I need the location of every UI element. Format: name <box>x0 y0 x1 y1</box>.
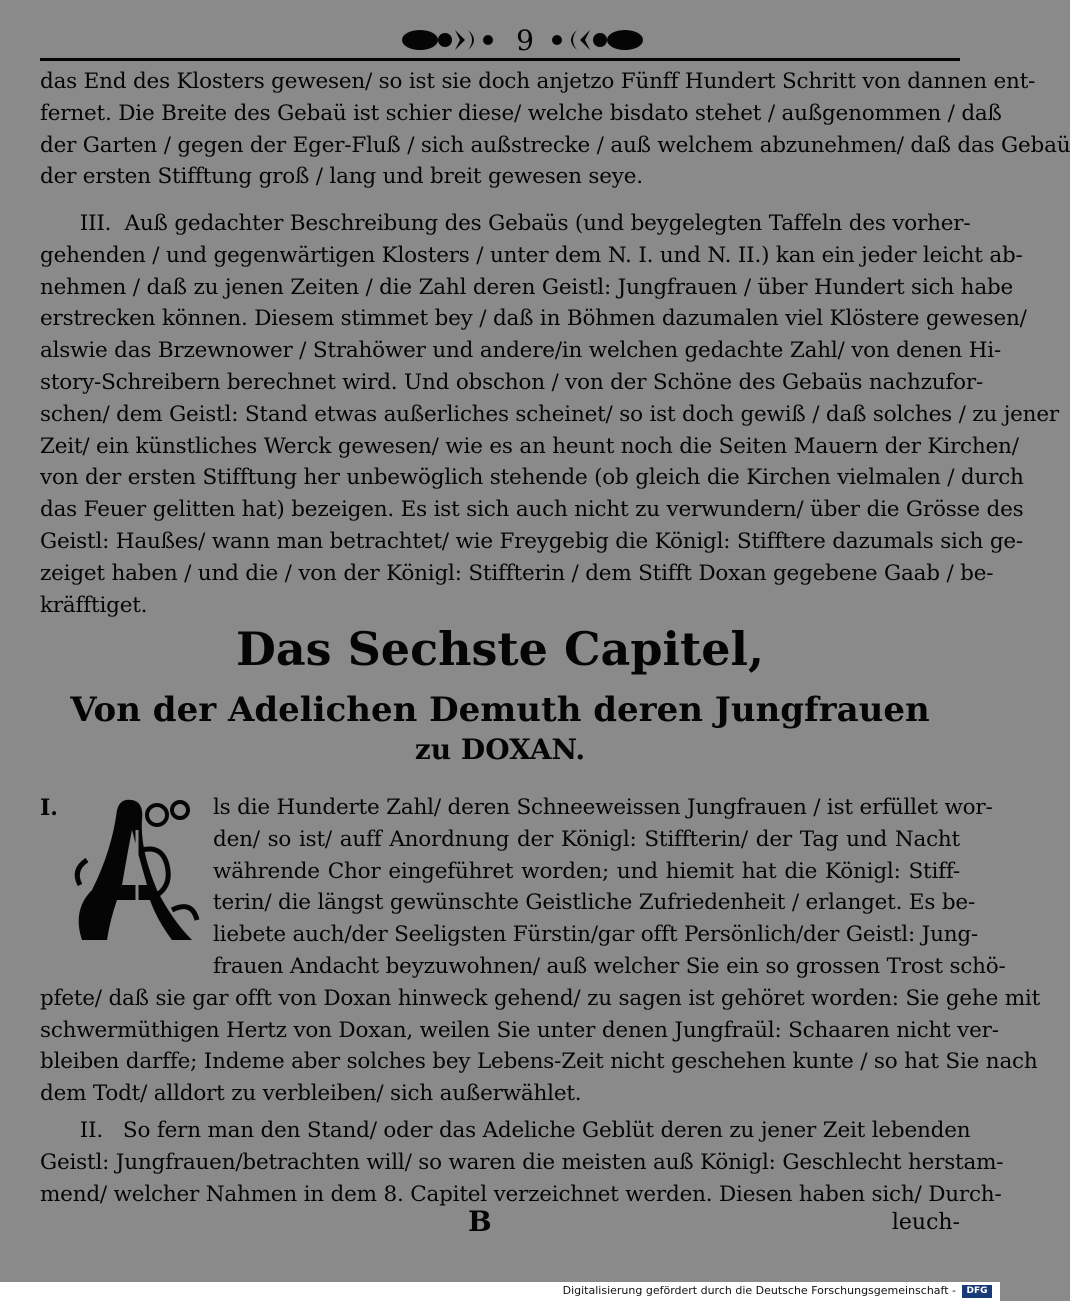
right-ornament-icon <box>545 26 645 54</box>
text-line: terin/ die längst gewünschte Geistliche Zufriedenheit / erlanget. Es be- <box>213 890 976 916</box>
dropcap-initial-a-icon <box>62 790 212 948</box>
text-line: alswie das Brzewnower / Strahöwer und andere/in welchen gedachte Zahl/ von denen Hi- <box>40 338 1001 364</box>
text-line: ls die Hunderte Zahl/ deren Schneeweissen Jungfrauen / ist erfüllet wor- <box>213 795 993 820</box>
text-line: mend/ welcher Nahmen in dem 8. Capitel verzeichnet werden. Diesen haben sich/ Durch- <box>40 1181 1002 1207</box>
text-line: gehenden / und gegenwärtigen Klosters / unter dem N. I. und N. II.) kan ein jeder leicht ab- <box>40 242 1023 268</box>
text-line: zeiget haben / und die / von der Königl: Stiffterin / dem Stifft Doxan gegebene Gaab / be- <box>40 560 994 586</box>
paragraph-III <box>40 208 1059 621</box>
catchword: leuch- <box>891 1210 960 1235</box>
paragraph-continued <box>40 66 1070 193</box>
paragraph-I-rest <box>40 951 1041 1110</box>
text-line: pfete/ daß sie gar offt von Doxan hinweck gehend/ zu sagen ist gehöret worden: Sie gehe mit <box>40 985 1041 1011</box>
text-line: kräfftiget. <box>40 592 148 618</box>
text-line: währende Chor eingeführet worden; und hiemit hat die Königl: Stiff- <box>213 858 960 884</box>
text-line: das End des Klosters gewesen/ so ist sie doch anjetzo Fünff Hundert Schritt von dannen ent- <box>40 69 1036 94</box>
chapter-subtitle-place: zu DOXAN. <box>414 733 586 766</box>
text-line: nehmen / daß zu jenen Zeiten / die Zahl deren Geistl: Jungfrauen / über Hundert sich habe <box>40 274 1014 300</box>
text-line: erstrecken können. Diesem stimmet bey / daß in Böhmen dazumalen viel Klöstere gewesen/ <box>40 306 1027 332</box>
chapter-title: Das Sechste Capitel, <box>235 622 765 676</box>
text-line: von der ersten Stifftung her unbewöglich stehende (ob gleich die Kirchen vielmalen / durch <box>40 465 1024 491</box>
text-line: Geistl: Haußes/ wann man betrachtet/ wie Freygebig die Königl: Stifftere dazumals sich ge- <box>40 528 1023 554</box>
paragraph-II <box>40 1115 1004 1210</box>
text-line: III. Auß gedachter Beschreibung des Gebaüs (und beygelegten Taffeln des vorher- <box>40 211 971 236</box>
text-line: bleiben darffe; Indeme aber solches bey Lebens-Zeit nicht geschehen kunte / so hat Sie nach <box>40 1049 1038 1075</box>
chapter-subtitle: Von der Adelichen Demuth deren Jungfrauen <box>70 690 930 730</box>
text-line: Geistl: Jungfrauen/betrachten will/ so waren die meisten auß Königl: Geschlecht herstam- <box>40 1149 1004 1175</box>
text-line: Zeit/ ein künstliches Werck gewesen/ wie es an heunt noch die Seiten Mauern der Kirchen/ <box>40 433 1019 459</box>
text-line: story-Schreibern berechnet wird. Und obschon / von der Schöne des Gebaüs nachzufor- <box>40 369 984 395</box>
text-line: den/ so ist/ auff Anordnung der Königl: Stiffterin/ der Tag und Nacht <box>213 826 960 852</box>
text-line: schen/ dem Geistl: Stand etwas außerliches scheinet/ so ist doch gewiß / daß solches / zu jener <box>40 401 1059 427</box>
text-line: liebete auch/der Seeligsten Fürstin/gar offt Persönlich/der Geistl: Jung- <box>213 922 978 948</box>
page-number: 9 <box>516 24 534 57</box>
text-line: dem Todt/ alldort zu verbleiben/ sich außerwählet. <box>40 1081 582 1107</box>
text-line: schwermüthigen Hertz von Doxan, weilen Sie unter denen Jungfraül: Schaaren nicht ver- <box>40 1017 999 1043</box>
text-line: der Garten / gegen der Eger-Fluß / sich außstrecke / auß welchem abzunehmen/ daß das Gebaü <box>40 132 1070 158</box>
signature-mark: B <box>468 1205 492 1238</box>
text-line: II. So fern man den Stand/ oder das Adeliche Geblüt deren zu jener Zeit lebenden <box>40 1118 971 1143</box>
paragraph-number-I: I. <box>40 795 58 821</box>
digitization-footer <box>0 1282 1000 1301</box>
text-line: das Feuer gelitten hat) bezeigen. Es ist sich auch nicht zu verwundern/ über die Grösse des <box>40 497 1024 523</box>
dfg-logo[interactable]: DFG <box>962 1285 992 1298</box>
paragraph-I-indented <box>213 792 993 951</box>
text-line: frauen Andacht beyzuwohnen/ auß welcher Sie ein so grossen Trost schö- <box>213 954 1006 979</box>
left-ornament-icon <box>400 26 500 54</box>
text-line: der ersten Stifftung groß / lang und breit gewesen seye. <box>40 164 643 190</box>
footer-text: Digitalisierung gefördert durch die Deutsche Forschungsgemeinschaft - <box>562 1284 956 1297</box>
text-line: fernet. Die Breite des Gebaü ist schier diese/ welche bisdato stehet / außgenommen / daß <box>40 100 1002 126</box>
header-rule <box>40 58 960 61</box>
